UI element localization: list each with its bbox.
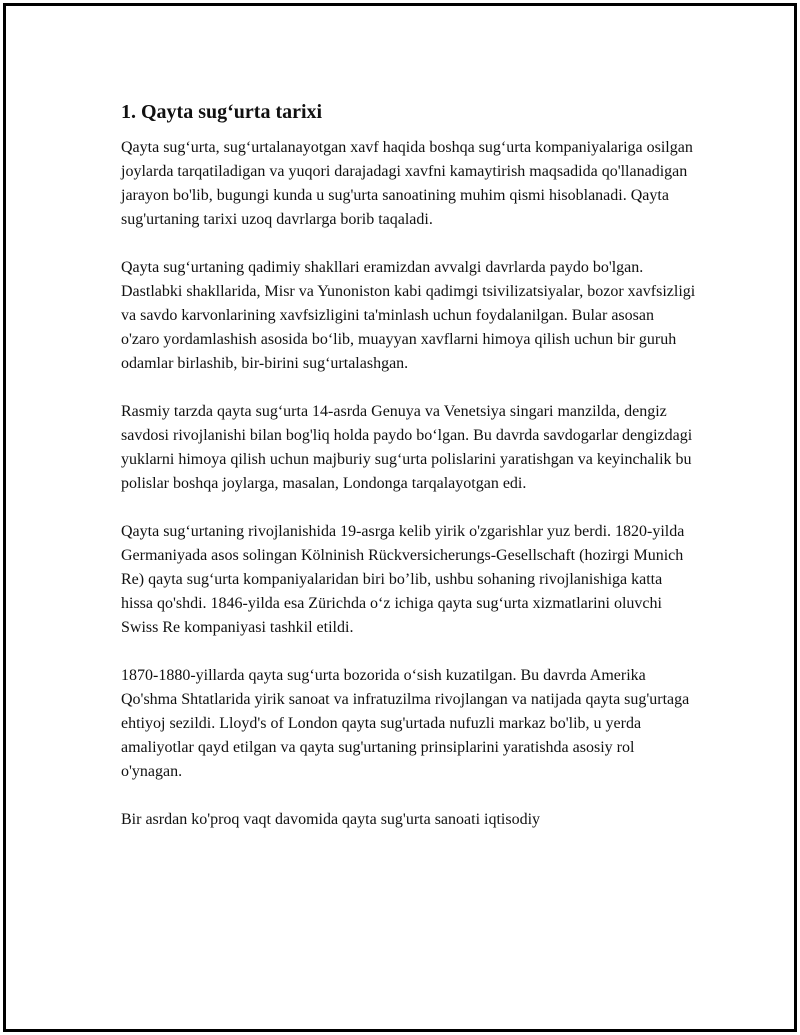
section-heading: 1. Qayta sug‘urta tarixi [121, 101, 323, 123]
document-body [121, 98, 696, 856]
paragraph-2: Qayta sug‘urtaning qadimiy shakllari eramizdan avvalgi davrlarda paydo bo'lgan. Dastlabki shakllarida, Misr va Yunoniston kabi qadimgi tsivilizatsiyalar, bozor xavfsizligi va savdo karvonlarining xavfsizligini ta'minlash uchun foydalanilgan. Bular asosan o'zaro yordamlashish asosida bo‘lib, muayyan xavflarni himoya qilish uchun bir guruh odamlar birlashib, bir-birini sug‘urtalashgan. [121, 259, 696, 372]
paragraph-1: Qayta sug‘urta, sug‘urtalanayotgan xavf haqida boshqa sug‘urta kompaniyalariga osilgan joylarda tarqatiladigan va yuqori darajadagi xavfni kamaytirish maqsadida qo'llanadigan jarayon bo'lib, bugungi kunda u sug'urta sanoatining muhim qismi hisoblanadi. Qayta sug'urtaning tarixi uzoq davrlarga borib taqaladi. [121, 139, 693, 228]
page-frame [3, 3, 797, 1032]
paragraph-5: 1870-1880-yillarda qayta sug‘urta bozorida o‘sish kuzatilgan. Bu davrda Amerika Qo'shma Shtatlarida yirik sanoat va infratuzilma rivojlangan va natijada qayta sug'urtaga ehtiyoj sezildi. Lloyd's of London qayta sug'urtada nufuzli markaz bo'lib, u yerda amaliyotlar qayd etilgan va qayta sug'urtaning prinsiplarini yaratishda asosiy rol o'ynagan. [121, 667, 690, 780]
paragraph-4: Qayta sug‘urtaning rivojlanishida 19-asrga kelib yirik o'zgarishlar yuz berdi. 1820-yilda Germaniyada asos solingan Kölninish Rückversicherungs-Gesellschaft (hozirgi Munich Re) qayta sug‘urta kompaniyalaridan biri bo’lib, ushbu sohaning rivojlanishiga katta hissa qo'shdi. 1846-yilda esa Zürichda o‘z ichiga qayta sug‘urta xizmatlarini oluvchi Swiss Re kompaniyasi tashkil etildi. [121, 523, 685, 636]
paragraph-6: Bir asrdan ko'proq vaqt davomida qayta sug'urta sanoati iqtisodiy [121, 811, 541, 828]
paragraph-3: Rasmiy tarzda qayta sug‘urta 14-asrda Genuya va Venetsiya singari manzilda, dengiz savdosi rivojlanishi bilan bog'liq holda paydo bo‘lgan. Bu davrda savdogarlar dengizdagi yuklarni himoya qilish uchun majburiy sug‘urta polislarini yaratishgan va keyinchalik bu polislar boshqa joylarga, masalan, Londonga tarqalayotgan edi. [121, 403, 693, 492]
